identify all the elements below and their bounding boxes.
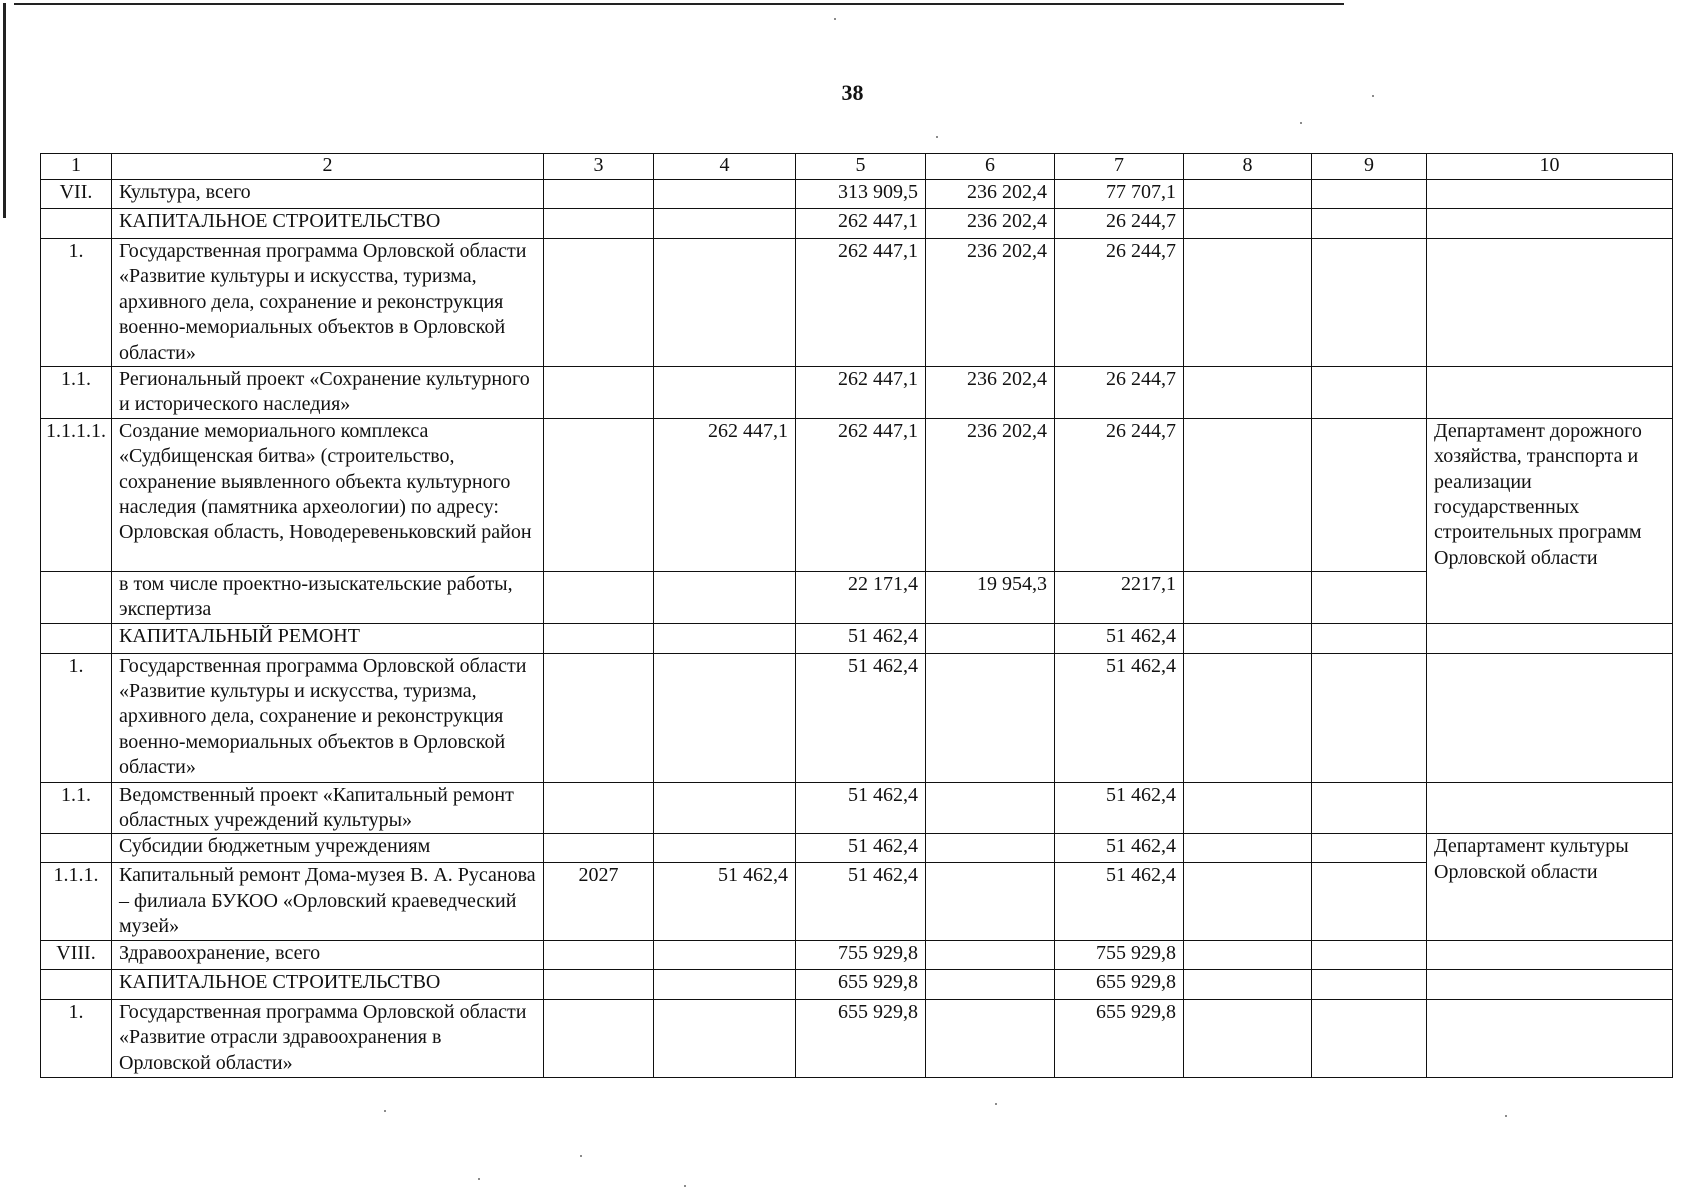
year-cell xyxy=(544,209,654,239)
empty-cell xyxy=(1312,863,1427,940)
amount-cell xyxy=(926,623,1055,653)
empty-cell xyxy=(1184,571,1312,623)
table-row xyxy=(41,623,1673,653)
scan-speck xyxy=(995,1103,997,1105)
table-row xyxy=(41,367,1673,419)
empty-cell xyxy=(1312,180,1427,209)
amount-cell: 26 244,7 xyxy=(1055,209,1184,239)
scan-speck xyxy=(478,1178,480,1180)
amount-cell: 755 929,8 xyxy=(1055,940,1184,969)
budget-table xyxy=(40,153,1673,1078)
row-number: VII. xyxy=(41,180,112,209)
amount-cell xyxy=(926,969,1055,999)
amount-cell: 262 447,1 xyxy=(796,209,926,239)
amount-cell: 755 929,8 xyxy=(796,940,926,969)
table-row xyxy=(41,999,1673,1077)
amount-cell: 262 447,1 xyxy=(654,418,796,571)
table-row xyxy=(41,940,1673,969)
amount-cell: 262 447,1 xyxy=(796,367,926,419)
amount-cell: 2217,1 xyxy=(1055,571,1184,623)
amount-cell: 655 929,8 xyxy=(1055,969,1184,999)
year-cell xyxy=(544,623,654,653)
amount-cell xyxy=(654,834,796,863)
amount-cell: 19 954,3 xyxy=(926,571,1055,623)
row-number xyxy=(41,571,112,623)
year-cell xyxy=(544,969,654,999)
amount-cell: 51 462,4 xyxy=(1055,653,1184,782)
row-number: 1.1.1. xyxy=(41,863,112,940)
empty-cell xyxy=(1184,863,1312,940)
row-title: КАПИТАЛЬНОЕ СТРОИТЕЛЬСТВО xyxy=(112,209,544,239)
column-header: 3 xyxy=(544,154,654,180)
column-header: 8 xyxy=(1184,154,1312,180)
amount-cell: 313 909,5 xyxy=(796,180,926,209)
empty-cell xyxy=(1184,782,1312,834)
amount-cell xyxy=(654,782,796,834)
empty-cell xyxy=(1312,834,1427,863)
year-cell: 2027 xyxy=(544,863,654,940)
empty-cell xyxy=(1312,653,1427,782)
amount-cell xyxy=(926,999,1055,1077)
scan-speck xyxy=(684,1185,686,1187)
row-title: КАПИТАЛЬНОЕ СТРОИТЕЛЬСТВО xyxy=(112,969,544,999)
amount-cell xyxy=(654,367,796,419)
scan-speck xyxy=(834,18,836,20)
empty-cell xyxy=(1184,834,1312,863)
amount-cell: 51 462,4 xyxy=(796,623,926,653)
empty-cell xyxy=(1427,999,1673,1077)
amount-cell: 51 462,4 xyxy=(1055,834,1184,863)
year-cell xyxy=(544,367,654,419)
scan-speck xyxy=(384,1110,386,1112)
amount-cell: 236 202,4 xyxy=(926,180,1055,209)
row-number xyxy=(41,623,112,653)
empty-cell xyxy=(1427,969,1673,999)
scan-speck xyxy=(580,1155,582,1157)
amount-cell: 51 462,4 xyxy=(1055,782,1184,834)
responsible-department: Департамент культуры Орловской области xyxy=(1427,834,1673,940)
amount-cell: 655 929,8 xyxy=(796,999,926,1077)
row-title: Создание мемориального комплекса «Судбищенская битва» (строительство, сохранение выявленного объекта культурного наследия (памятника археологии) по адресу: Орловская область, Новодеревеньковский район xyxy=(112,418,544,571)
column-header: 2 xyxy=(112,154,544,180)
empty-cell xyxy=(1312,999,1427,1077)
year-cell xyxy=(544,239,654,367)
amount-cell: 236 202,4 xyxy=(926,209,1055,239)
empty-cell xyxy=(1427,782,1673,834)
amount-cell xyxy=(926,782,1055,834)
year-cell xyxy=(544,940,654,969)
amount-cell: 51 462,4 xyxy=(796,834,926,863)
amount-cell xyxy=(926,653,1055,782)
row-number xyxy=(41,834,112,863)
year-cell xyxy=(544,571,654,623)
empty-cell xyxy=(1312,418,1427,571)
empty-cell xyxy=(1427,623,1673,653)
amount-cell: 236 202,4 xyxy=(926,367,1055,419)
row-number: 1. xyxy=(41,239,112,367)
table-header-row xyxy=(41,154,1673,180)
empty-cell xyxy=(1184,418,1312,571)
empty-cell xyxy=(1312,782,1427,834)
table-row xyxy=(41,969,1673,999)
row-title: в том числе проектно-изыскательские работы, экспертиза xyxy=(112,571,544,623)
year-cell xyxy=(544,418,654,571)
table-row xyxy=(41,418,1673,571)
empty-cell xyxy=(1184,209,1312,239)
year-cell xyxy=(544,834,654,863)
amount-cell: 77 707,1 xyxy=(1055,180,1184,209)
row-title: Региональный проект «Сохранение культурного и исторического наследия» xyxy=(112,367,544,419)
empty-cell xyxy=(1184,653,1312,782)
year-cell xyxy=(544,180,654,209)
row-title: Государственная программа Орловской области «Развитие культуры и искусства, туризма, архивного дела, сохранение и реконструкция военно-мемориальных объектов в Орловской области» xyxy=(112,653,544,782)
empty-cell xyxy=(1427,940,1673,969)
amount-cell: 51 462,4 xyxy=(796,782,926,834)
row-number: 1. xyxy=(41,653,112,782)
empty-cell xyxy=(1184,180,1312,209)
amount-cell xyxy=(654,209,796,239)
amount-cell xyxy=(654,999,796,1077)
empty-cell xyxy=(1427,180,1673,209)
scan-speck xyxy=(1505,1115,1507,1117)
empty-cell xyxy=(1312,571,1427,623)
amount-cell: 51 462,4 xyxy=(1055,623,1184,653)
year-cell xyxy=(544,653,654,782)
amount-cell xyxy=(654,940,796,969)
empty-cell xyxy=(1184,969,1312,999)
amount-cell xyxy=(654,180,796,209)
page-number: 38 xyxy=(841,80,864,105)
amount-cell: 26 244,7 xyxy=(1055,418,1184,571)
amount-cell: 26 244,7 xyxy=(1055,367,1184,419)
empty-cell xyxy=(1427,653,1673,782)
amount-cell: 22 171,4 xyxy=(796,571,926,623)
table-row xyxy=(41,834,1673,863)
amount-cell xyxy=(654,571,796,623)
responsible-department: Департамент дорожного хозяйства, транспорта и реализации государственных строительных программ Орловской области xyxy=(1427,418,1673,623)
amount-cell xyxy=(654,623,796,653)
row-number xyxy=(41,969,112,999)
row-title: Государственная программа Орловской области «Развитие культуры и искусства, туризма, архивного дела, сохранение и реконструкция военно-мемориальных объектов в Орловской области» xyxy=(112,239,544,367)
empty-cell xyxy=(1312,239,1427,367)
empty-cell xyxy=(1427,239,1673,367)
empty-cell xyxy=(1184,239,1312,367)
empty-cell xyxy=(1427,209,1673,239)
scan-edge-top xyxy=(14,3,1344,5)
amount-cell: 236 202,4 xyxy=(926,239,1055,367)
amount-cell: 655 929,8 xyxy=(796,969,926,999)
amount-cell: 236 202,4 xyxy=(926,418,1055,571)
empty-cell xyxy=(1184,367,1312,419)
scan-speck xyxy=(1300,122,1302,124)
table-row xyxy=(41,180,1673,209)
column-header: 10 xyxy=(1427,154,1673,180)
amount-cell: 51 462,4 xyxy=(1055,863,1184,940)
column-header: 1 xyxy=(41,154,112,180)
year-cell xyxy=(544,782,654,834)
empty-cell xyxy=(1312,209,1427,239)
empty-cell xyxy=(1312,969,1427,999)
table-row xyxy=(41,209,1673,239)
row-number: VIII. xyxy=(41,940,112,969)
amount-cell xyxy=(926,940,1055,969)
row-title: Культура, всего xyxy=(112,180,544,209)
empty-cell xyxy=(1312,623,1427,653)
scan-speck xyxy=(936,136,938,138)
row-number xyxy=(41,209,112,239)
column-header: 9 xyxy=(1312,154,1427,180)
amount-cell: 262 447,1 xyxy=(796,239,926,367)
amount-cell: 51 462,4 xyxy=(654,863,796,940)
row-number: 1. xyxy=(41,999,112,1077)
amount-cell: 655 929,8 xyxy=(1055,999,1184,1077)
amount-cell xyxy=(926,834,1055,863)
empty-cell xyxy=(1184,999,1312,1077)
scan-edge-left xyxy=(3,3,6,218)
column-header: 4 xyxy=(654,154,796,180)
row-title: Капитальный ремонт Дома-музея В. А. Русанова – филиала БУКОО «Орловский краеведческий музей» xyxy=(112,863,544,940)
row-title: Ведомственный проект «Капитальный ремонт областных учреждений культуры» xyxy=(112,782,544,834)
row-number: 1.1. xyxy=(41,367,112,419)
amount-cell xyxy=(926,863,1055,940)
column-header: 5 xyxy=(796,154,926,180)
amount-cell: 51 462,4 xyxy=(796,863,926,940)
amount-cell: 262 447,1 xyxy=(796,418,926,571)
amount-cell xyxy=(654,969,796,999)
empty-cell xyxy=(1427,367,1673,419)
column-header: 7 xyxy=(1055,154,1184,180)
amount-cell: 51 462,4 xyxy=(796,653,926,782)
amount-cell xyxy=(654,239,796,367)
empty-cell xyxy=(1312,367,1427,419)
row-number: 1.1. xyxy=(41,782,112,834)
row-title: КАПИТАЛЬНЫЙ РЕМОНТ xyxy=(112,623,544,653)
empty-cell xyxy=(1184,940,1312,969)
empty-cell xyxy=(1312,940,1427,969)
row-title: Государственная программа Орловской области «Развитие отрасли здравоохранения в Орловской области» xyxy=(112,999,544,1077)
column-header: 6 xyxy=(926,154,1055,180)
table-row xyxy=(41,239,1673,367)
amount-cell xyxy=(654,653,796,782)
row-title: Здравоохранение, всего xyxy=(112,940,544,969)
table-row xyxy=(41,653,1673,782)
table-row xyxy=(41,782,1673,834)
amount-cell: 26 244,7 xyxy=(1055,239,1184,367)
empty-cell xyxy=(1184,623,1312,653)
row-title: Субсидии бюджетным учреждениям xyxy=(112,834,544,863)
year-cell xyxy=(544,999,654,1077)
row-number: 1.1.1.1. xyxy=(41,418,112,571)
